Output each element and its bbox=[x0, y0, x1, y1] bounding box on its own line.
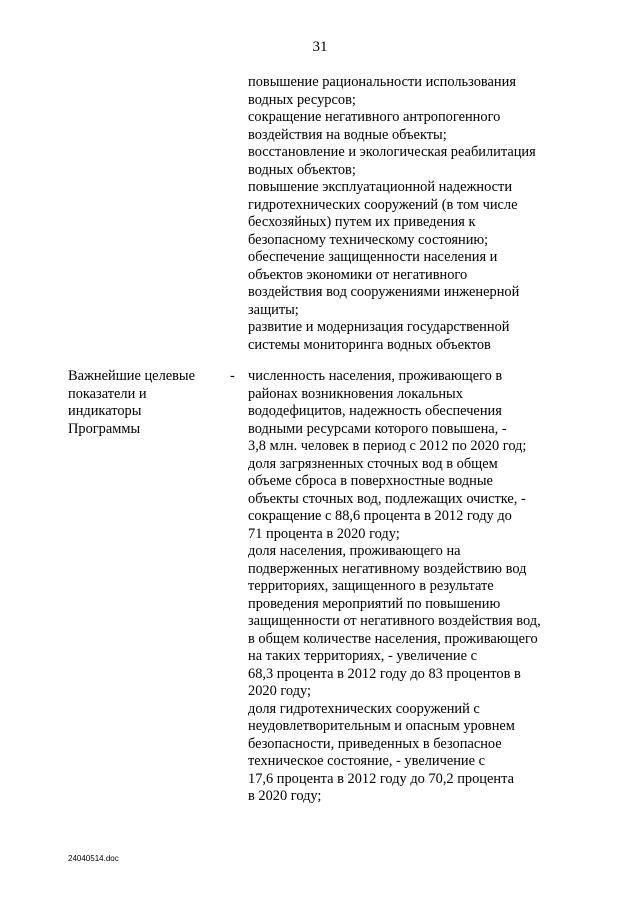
text-line: 71 процента в 2020 году; bbox=[248, 525, 400, 542]
text-line: вододефицитов, надежность обеспечения bbox=[248, 403, 502, 419]
text-line: в общем количестве населения, проживающего bbox=[248, 630, 538, 647]
label-line: показатели и bbox=[68, 385, 147, 402]
text-line: водных объектов; bbox=[248, 161, 356, 178]
label-line: индикаторы bbox=[68, 403, 142, 419]
text-line: численность населения, проживающего в bbox=[248, 368, 503, 384]
text-line: водных ресурсов; bbox=[248, 91, 356, 108]
text-line: 3,8 млн. человек в период с 2012 по 2020 год; bbox=[248, 438, 527, 454]
text-line: восстановление и экологическая реабилитация bbox=[248, 144, 536, 160]
text-line: объеме сброса в поверхностные водные bbox=[248, 473, 493, 489]
text-line: повышение рациональности использования bbox=[248, 74, 516, 90]
text-line: повышение эксплуатационной надежности bbox=[248, 179, 513, 195]
text-line: сокращение с 88,6 процента в 2012 году до bbox=[248, 508, 512, 524]
text-line: объекты сточных вод, подлежащих очистке, - bbox=[248, 490, 526, 507]
text-line: подверженных негативному воздействию вод bbox=[248, 560, 527, 577]
text-line: воздействия на водные объекты; bbox=[248, 126, 447, 143]
indicators-text bbox=[248, 368, 541, 806]
indicators-label bbox=[68, 368, 195, 438]
text-line: районах возникновения локальных bbox=[248, 385, 463, 402]
text-line: развитие и модернизация государственной bbox=[248, 319, 510, 335]
tasks-continuation-text bbox=[248, 74, 536, 354]
text-line: доля загрязненных сточных вод в общем bbox=[248, 455, 498, 472]
label-dash: - bbox=[230, 368, 235, 384]
text-line: неудовлетворительным и опасным уровнем bbox=[248, 718, 515, 734]
text-line: обеспечение защищенности населения и bbox=[248, 249, 498, 265]
label-line: Программы bbox=[68, 420, 141, 437]
text-line: доля населения, проживающего на bbox=[248, 543, 461, 559]
text-line: бесхозяйных) путем их приведения к bbox=[248, 214, 476, 230]
text-line: объектов экономики от негативного bbox=[248, 266, 468, 283]
text-line: гидротехнических сооружений (в том числе bbox=[248, 196, 518, 213]
text-line: водными ресурсами которого повышена, - bbox=[248, 420, 507, 437]
text-line: воздействия вод сооружениями инженерной bbox=[248, 284, 520, 300]
text-line: доля гидротехнических сооружений с bbox=[248, 700, 480, 717]
text-line: проведения мероприятий по повышению bbox=[248, 595, 501, 612]
text-line: 2020 году; bbox=[248, 683, 312, 699]
text-line: на таких территориях, - увеличение с bbox=[248, 648, 477, 664]
text-line: 68,3 процента в 2012 году до 83 процентов в bbox=[248, 665, 521, 682]
page-number: 31 bbox=[312, 39, 328, 55]
text-line: территориях, защищенного в результате bbox=[248, 578, 494, 594]
text-line: 17,6 процента в 2012 году до 70,2 процента bbox=[248, 770, 514, 787]
text-line: защищенности от негативного воздействия вод, bbox=[248, 613, 541, 629]
text-line: защиты; bbox=[248, 301, 299, 318]
text-line: сокращение негативного антропогенного bbox=[248, 109, 501, 125]
text-line: безопасности, приведенных в безопасное bbox=[248, 735, 502, 752]
text-line: системы мониторинга водных объектов bbox=[248, 336, 491, 353]
text-line: техническое состояние, - увеличение с bbox=[248, 753, 485, 769]
label-line: Важнейшие целевые bbox=[68, 368, 195, 384]
text-line: в 2020 году; bbox=[248, 788, 322, 804]
text-line: безопасному техническому состоянию; bbox=[248, 231, 489, 248]
footer-filename: 24040514.doc bbox=[68, 854, 119, 863]
